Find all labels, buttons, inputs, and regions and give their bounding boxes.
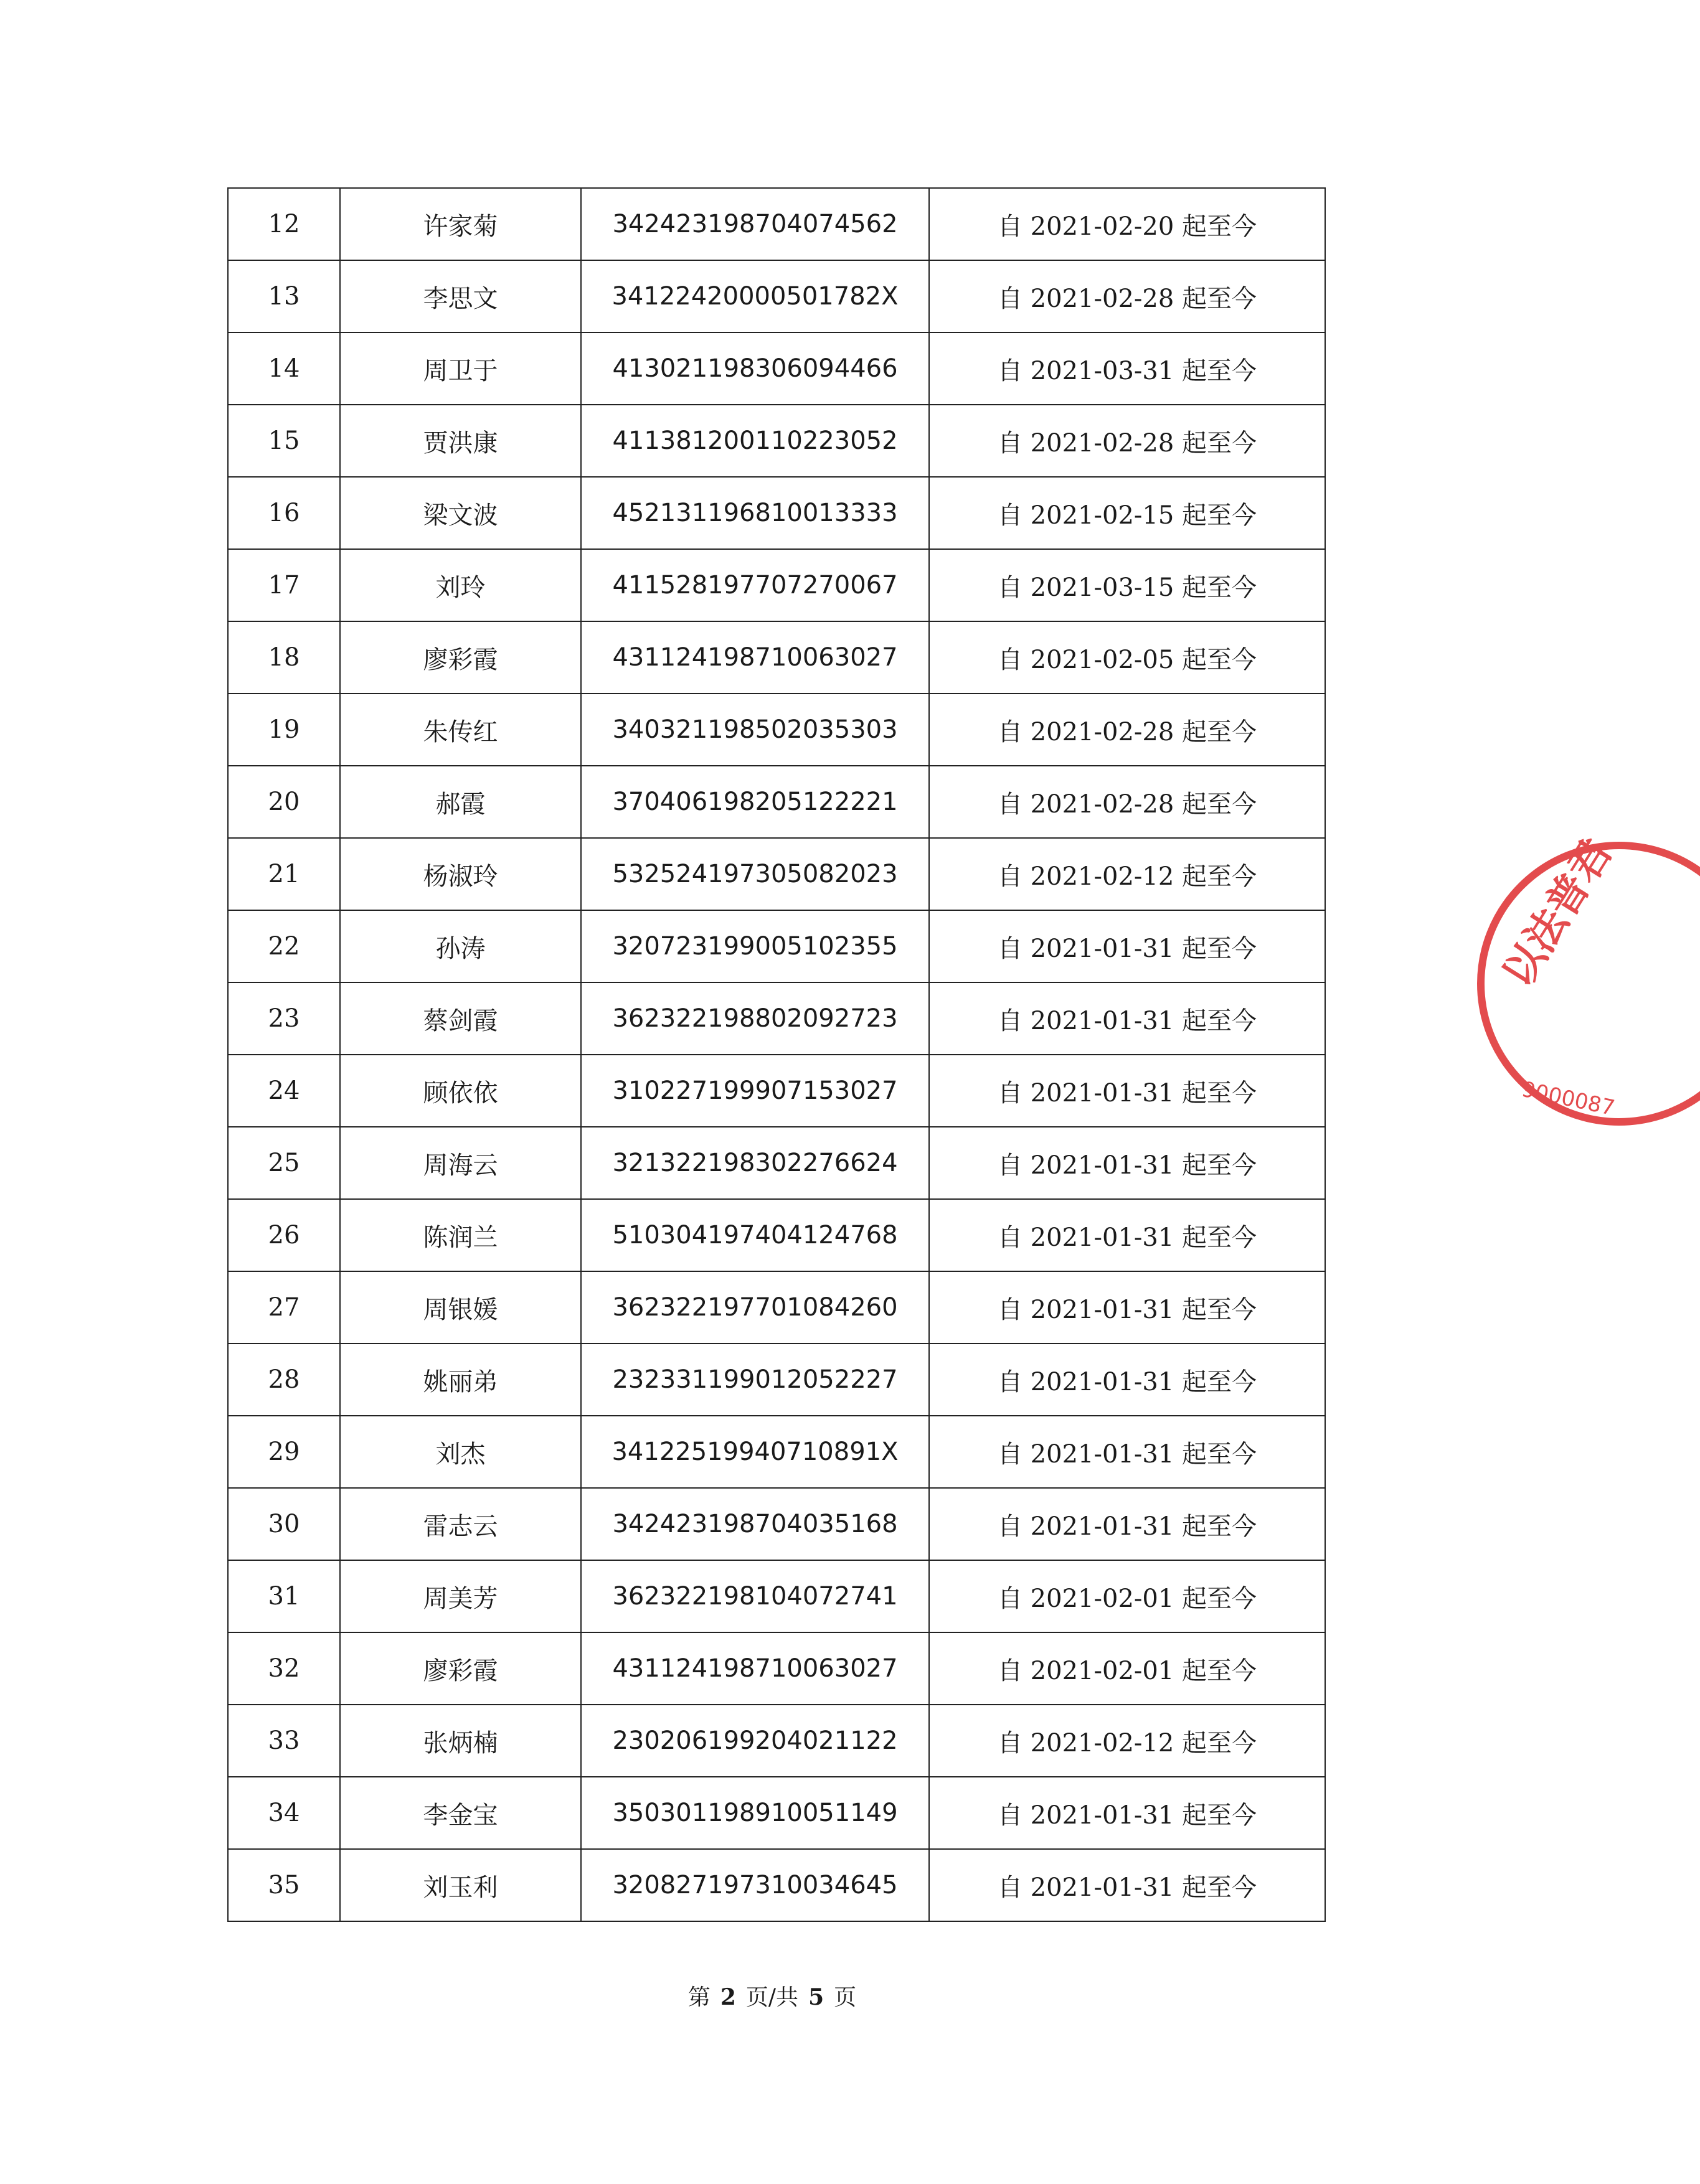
id-number-cell: 452131196810013333	[581, 477, 929, 549]
table-row	[228, 621, 1325, 694]
table-row	[228, 982, 1325, 1055]
employment-period-cell: 自 2021-02-05 起至今	[929, 621, 1325, 694]
id-number-cell: 320827197310034645	[581, 1849, 929, 1921]
table-row	[228, 477, 1325, 549]
seal-outer-ring	[1481, 845, 1700, 1122]
row-number-cell: 26	[228, 1199, 340, 1271]
employment-period-cell: 自 2021-02-28 起至今	[929, 405, 1325, 477]
id-number-cell: 340321198502035303	[581, 694, 929, 766]
employee-name-cell: 郝霞	[340, 766, 581, 838]
footer-suffix: 页	[834, 1985, 857, 2010]
row-number-cell: 25	[228, 1127, 340, 1199]
row-number-cell: 27	[228, 1271, 340, 1344]
table-row	[228, 1127, 1325, 1199]
id-number-cell: 370406198205122221	[581, 766, 929, 838]
employee-name-cell: 李金宝	[340, 1777, 581, 1849]
id-number-cell: 321322198302276624	[581, 1127, 929, 1199]
employment-period-cell: 自 2021-02-28 起至今	[929, 766, 1325, 838]
employee-name-cell: 许家菊	[340, 188, 581, 260]
id-number-cell: 320723199005102355	[581, 910, 929, 982]
row-number-cell: 31	[228, 1560, 340, 1632]
employee-name-cell: 廖彩霞	[340, 1632, 581, 1705]
table-row	[228, 260, 1325, 332]
employment-period-cell: 自 2021-02-20 起至今	[929, 188, 1325, 260]
employee-name-cell: 朱传红	[340, 694, 581, 766]
employment-period-cell: 自 2021-01-31 起至今	[929, 1849, 1325, 1921]
table-row	[228, 910, 1325, 982]
employee-name-cell: 贾洪康	[340, 405, 581, 477]
row-number-cell: 14	[228, 332, 340, 405]
row-number-cell: 24	[228, 1055, 340, 1127]
employee-name-cell: 周银媛	[340, 1271, 581, 1344]
id-number-cell: 411381200110223052	[581, 405, 929, 477]
employment-period-cell: 自 2021-02-12 起至今	[929, 1705, 1325, 1777]
table-row	[228, 1271, 1325, 1344]
employee-name-cell: 周海云	[340, 1127, 581, 1199]
employment-period-cell: 自 2021-01-31 起至今	[929, 910, 1325, 982]
employee-name-cell: 雷志云	[340, 1488, 581, 1560]
id-number-cell: 532524197305082023	[581, 838, 929, 910]
employment-period-cell: 自 2021-02-01 起至今	[929, 1560, 1325, 1632]
employee-name-cell: 周卫于	[340, 332, 581, 405]
row-number-cell: 13	[228, 260, 340, 332]
employment-period-cell: 自 2021-02-28 起至今	[929, 694, 1325, 766]
row-number-cell: 20	[228, 766, 340, 838]
employment-period-cell: 自 2021-02-15 起至今	[929, 477, 1325, 549]
employee-name-cell: 蔡剑霞	[340, 982, 581, 1055]
id-number-cell: 510304197404124768	[581, 1199, 929, 1271]
table-row	[228, 1705, 1325, 1777]
company-seal-stamp	[1463, 828, 1700, 1177]
employee-name-cell: 李思文	[340, 260, 581, 332]
table-row	[228, 1344, 1325, 1416]
table-row	[228, 1416, 1325, 1488]
id-number-cell: 413021198306094466	[581, 332, 929, 405]
employment-period-cell: 自 2021-01-31 起至今	[929, 1199, 1325, 1271]
employee-table	[227, 187, 1326, 1922]
table-row	[228, 838, 1325, 910]
employment-period-cell: 自 2021-01-31 起至今	[929, 1488, 1325, 1560]
id-number-cell: 411528197707270067	[581, 549, 929, 621]
employment-period-cell: 自 2021-03-15 起至今	[929, 549, 1325, 621]
row-number-cell: 17	[228, 549, 340, 621]
table-row	[228, 694, 1325, 766]
id-number-cell: 350301198910051149	[581, 1777, 929, 1849]
id-number-cell: 310227199907153027	[581, 1055, 929, 1127]
row-number-cell: 33	[228, 1705, 340, 1777]
employee-table-body	[228, 188, 1325, 1921]
id-number-cell: 232331199012052227	[581, 1344, 929, 1416]
total-pages-number: 5	[808, 1984, 824, 2010]
employment-period-cell: 自 2021-01-31 起至今	[929, 1271, 1325, 1344]
row-number-cell: 32	[228, 1632, 340, 1705]
employee-name-cell: 廖彩霞	[340, 621, 581, 694]
current-page-number: 2	[720, 1984, 736, 2010]
table-row	[228, 188, 1325, 260]
id-number-cell: 34122420000501782X	[581, 260, 929, 332]
row-number-cell: 28	[228, 1344, 340, 1416]
employment-period-cell: 自 2021-02-01 起至今	[929, 1632, 1325, 1705]
employment-period-cell: 自 2021-01-31 起至今	[929, 1416, 1325, 1488]
employee-name-cell: 孙涛	[340, 910, 581, 982]
table-row	[228, 332, 1325, 405]
table-row	[228, 1055, 1325, 1127]
seal-text: 以法普君	[1493, 830, 1622, 996]
table-row	[228, 1488, 1325, 1560]
table-row	[228, 1849, 1325, 1921]
employment-period-cell: 自 2021-02-28 起至今	[929, 260, 1325, 332]
table-row	[228, 549, 1325, 621]
row-number-cell: 21	[228, 838, 340, 910]
row-number-cell: 16	[228, 477, 340, 549]
page-footer	[0, 1980, 1544, 2012]
employee-name-cell: 刘玲	[340, 549, 581, 621]
footer-prefix: 第	[687, 1985, 711, 2010]
employment-period-cell: 自 2021-01-31 起至今	[929, 1344, 1325, 1416]
employee-name-cell: 顾依依	[340, 1055, 581, 1127]
employee-name-cell: 陈润兰	[340, 1199, 581, 1271]
id-number-cell: 342423198704074562	[581, 188, 929, 260]
id-number-cell: 342423198704035168	[581, 1488, 929, 1560]
id-number-cell: 230206199204021122	[581, 1705, 929, 1777]
employee-name-cell: 刘杰	[340, 1416, 581, 1488]
row-number-cell: 35	[228, 1849, 340, 1921]
table-row	[228, 1199, 1325, 1271]
table-row	[228, 1560, 1325, 1632]
id-number-cell: 362322198802092723	[581, 982, 929, 1055]
table-row	[228, 1777, 1325, 1849]
employment-period-cell: 自 2021-03-31 起至今	[929, 332, 1325, 405]
table-row	[228, 405, 1325, 477]
employment-period-cell: 自 2021-01-31 起至今	[929, 1127, 1325, 1199]
employment-period-cell: 自 2021-01-31 起至今	[929, 982, 1325, 1055]
id-number-cell: 34122519940710891X	[581, 1416, 929, 1488]
row-number-cell: 30	[228, 1488, 340, 1560]
row-number-cell: 34	[228, 1777, 340, 1849]
row-number-cell: 23	[228, 982, 340, 1055]
row-number-cell: 15	[228, 405, 340, 477]
row-number-cell: 19	[228, 694, 340, 766]
id-number-cell: 362322198104072741	[581, 1560, 929, 1632]
row-number-cell: 18	[228, 621, 340, 694]
employee-name-cell: 杨淑玲	[340, 838, 581, 910]
footer-middle: 页/共	[745, 1985, 799, 2010]
employment-period-cell: 自 2021-01-31 起至今	[929, 1055, 1325, 1127]
employee-name-cell: 刘玉利	[340, 1849, 581, 1921]
row-number-cell: 29	[228, 1416, 340, 1488]
id-number-cell: 431124198710063027	[581, 621, 929, 694]
employee-name-cell: 姚丽弟	[340, 1344, 581, 1416]
table-row	[228, 1632, 1325, 1705]
employee-name-cell: 周美芳	[340, 1560, 581, 1632]
employee-name-cell: 张炳楠	[340, 1705, 581, 1777]
seal-number: 9000087	[1519, 1076, 1617, 1121]
id-number-cell: 362322197701084260	[581, 1271, 929, 1344]
table-row	[228, 766, 1325, 838]
employee-name-cell: 梁文波	[340, 477, 581, 549]
id-number-cell: 431124198710063027	[581, 1632, 929, 1705]
employment-period-cell: 自 2021-02-12 起至今	[929, 838, 1325, 910]
employment-period-cell: 自 2021-01-31 起至今	[929, 1777, 1325, 1849]
row-number-cell: 22	[228, 910, 340, 982]
row-number-cell: 12	[228, 188, 340, 260]
